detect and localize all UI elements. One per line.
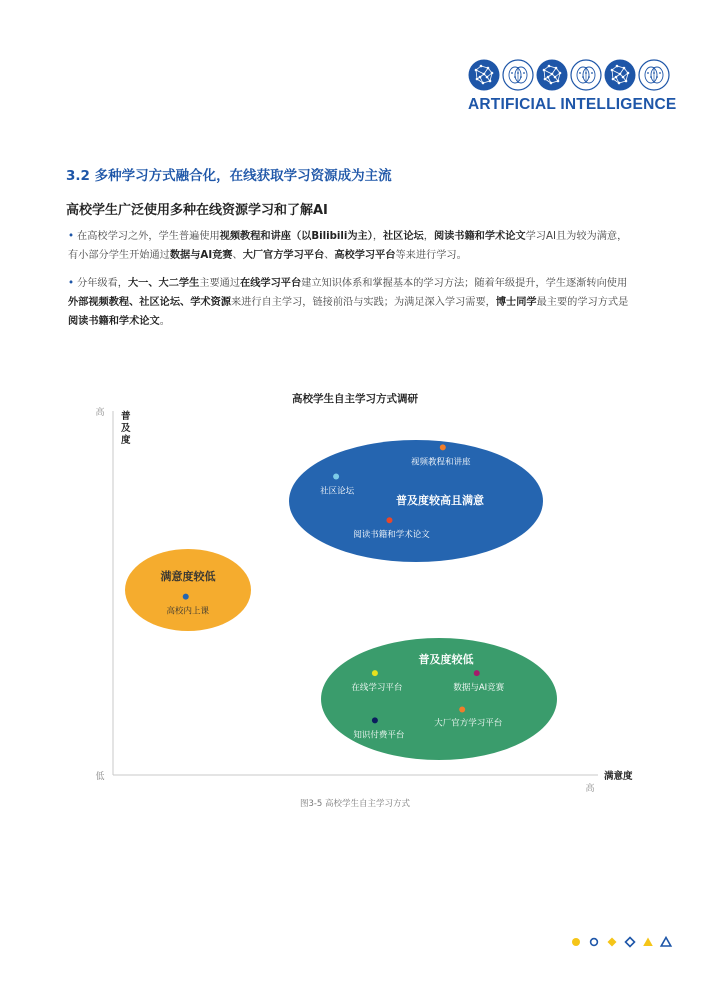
- point-label: 知识付费平台: [353, 730, 405, 741]
- group-region-2: [125, 549, 251, 631]
- bold-phrase: 社区论坛: [383, 231, 424, 242]
- data-point: [372, 670, 378, 676]
- group-label: 普及度较低: [418, 653, 474, 666]
- data-point: [372, 717, 378, 723]
- bold-phrase: 在线学习平台: [240, 278, 302, 289]
- text-run: ，: [423, 231, 434, 242]
- triangle-icon: [661, 938, 671, 947]
- group-label: 满意度较低: [160, 570, 216, 583]
- point-label: 高校内上课: [166, 606, 210, 617]
- neural-network-icon: [469, 60, 500, 91]
- scatter-chart: [80, 385, 650, 795]
- data-point: [474, 670, 480, 676]
- point-label: 阅读书籍和学术论文: [353, 530, 430, 541]
- bold-phrase: 博士同学: [495, 297, 537, 308]
- point-label: 在线学习平台: [351, 683, 403, 694]
- text-run: 学习AI且为较为满意，有小部分学生开始通过: [68, 231, 628, 261]
- diamond-icon: [608, 938, 617, 947]
- section-subtitle: 高校学生广泛使用多种在线资源学习和了解AI: [66, 203, 328, 218]
- bold-phrase: 阅读书籍和学术论文: [68, 316, 160, 327]
- bullet-dot: •: [68, 278, 75, 289]
- text-run: 分年级看，: [77, 278, 128, 289]
- point-label: 数据与AI竞赛: [453, 683, 505, 694]
- x-tick-high: 高: [585, 784, 595, 794]
- y-tick-high: 高: [95, 408, 105, 418]
- diamond-icon: [626, 938, 635, 947]
- brain-icon: [571, 60, 601, 90]
- text-run: 最主要的学习方式是: [536, 297, 629, 308]
- group-label: 普及度较高且满意: [396, 494, 484, 507]
- text-run: 等来进行学习。: [395, 250, 467, 261]
- bold-phrase: 阅读书籍和学术论文: [433, 231, 526, 242]
- circle-icon: [572, 938, 580, 946]
- data-point: [459, 706, 465, 712]
- bold-phrase: 高校学习平台: [334, 250, 396, 261]
- bold-phrase: 外部视频教程、社区论坛、学术资源: [68, 297, 231, 308]
- logo-text: ARTIFICIAL INTELLIGENCE: [468, 96, 677, 113]
- text-run: 、: [232, 250, 243, 261]
- text-run: 来进行自主学习，链接前沿与实践；为满足深入学习需要，: [231, 297, 496, 308]
- text-run: 在高校学习之外，学生普遍使用: [77, 231, 220, 242]
- text-run: 建立知识体系和掌握基本的学习方法；随着年级提升，学生逐渐转向使用: [301, 278, 628, 289]
- data-point: [440, 444, 446, 450]
- point-label: 大厂官方学习平台: [434, 718, 503, 729]
- section-title: 3.2 多种学习方式融合化，在线获取学习资源成为主流: [66, 168, 392, 184]
- logo-icons: [468, 58, 670, 92]
- point-label: 社区论坛: [320, 486, 355, 497]
- bullet-paragraph-1: [68, 227, 636, 265]
- bold-phrase: 视频教程和讲座（以Bilibili为主）: [219, 231, 373, 242]
- origin-label: 低: [95, 772, 105, 782]
- footer-decoration: [568, 934, 674, 954]
- triangle-icon: [643, 938, 653, 947]
- text-run: 、: [324, 250, 335, 261]
- x-axis-label: 满意度: [604, 771, 633, 782]
- text-run: 主要通过: [199, 278, 241, 289]
- bold-phrase: 大一、大二学生: [127, 278, 200, 289]
- data-point: [183, 594, 189, 600]
- brain-icon: [639, 60, 669, 90]
- bold-phrase: 数据与AI竞赛: [169, 250, 233, 261]
- y-axis-label: 普及度: [121, 411, 131, 446]
- circle-icon: [591, 939, 598, 946]
- text-run: 。: [159, 316, 170, 327]
- bold-phrase: 大厂官方学习平台: [242, 250, 325, 261]
- point-label: 视频教程和讲座: [411, 457, 471, 468]
- text-run: ，: [372, 231, 383, 242]
- data-point: [333, 474, 339, 480]
- figure-caption: 图3-5 高校学生自主学习方式: [299, 799, 411, 809]
- brain-icon: [503, 60, 533, 90]
- chart-title: 高校学生自主学习方式调研: [292, 393, 418, 405]
- neural-network-icon: [537, 60, 568, 91]
- neural-network-icon: [605, 60, 636, 91]
- bullet-dot: •: [68, 231, 75, 242]
- data-point: [386, 517, 392, 523]
- bullet-paragraph-2: [68, 274, 636, 331]
